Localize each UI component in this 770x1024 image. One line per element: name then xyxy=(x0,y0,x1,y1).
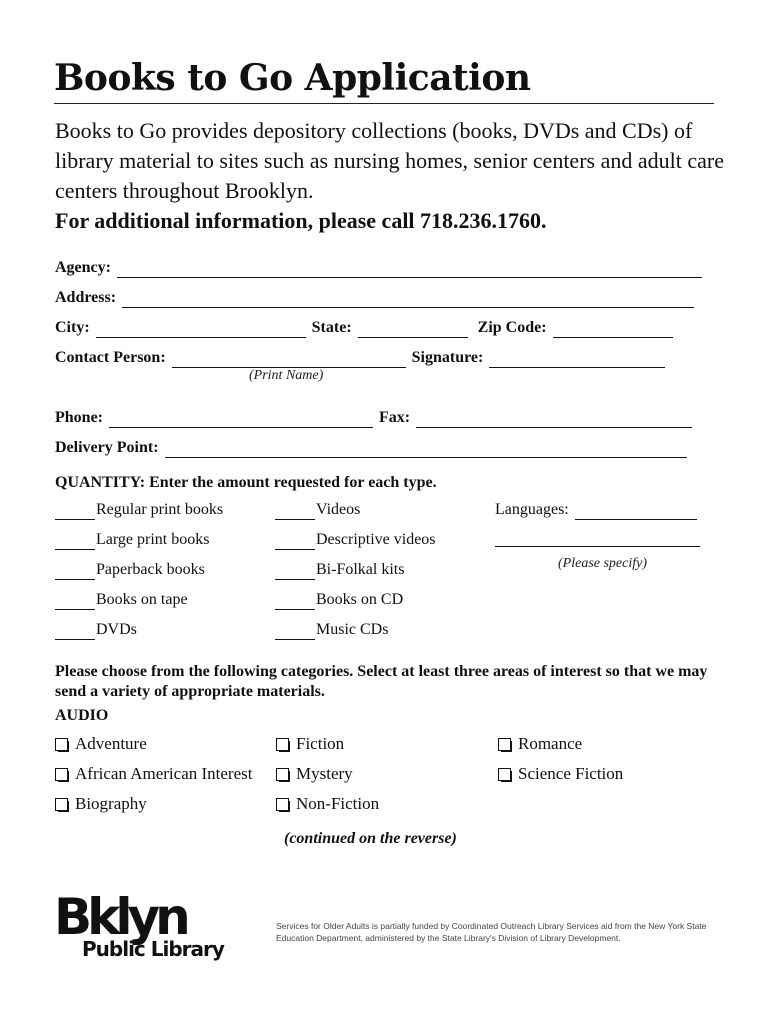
checkbox-icon[interactable] xyxy=(498,768,511,781)
qty-item-label: Videos xyxy=(316,501,361,518)
qty-item xyxy=(55,500,223,520)
checkbox-icon[interactable] xyxy=(498,738,511,751)
category-label: Biography xyxy=(75,794,147,813)
address-row xyxy=(55,284,694,308)
city-field[interactable] xyxy=(96,319,306,338)
qty-entry-line[interactable] xyxy=(55,503,95,520)
qty-item xyxy=(275,590,403,610)
state-label: State: xyxy=(311,319,352,336)
agency-row xyxy=(55,254,702,278)
audio-heading: AUDIO xyxy=(55,707,109,724)
zip-label: Zip Code: xyxy=(477,319,547,336)
delivery-row xyxy=(55,434,687,458)
qty-item-label: Large print books xyxy=(96,531,210,548)
intro-text xyxy=(55,116,735,236)
funding-footnote: Services for Older Adults is partially funded by Coordinated Outreach Library Services aid from the New York State Education Department, administered by the State Library's Division of Library Development. xyxy=(276,921,707,943)
languages-second-line-row xyxy=(495,530,701,547)
city-state-zip-row xyxy=(55,314,673,338)
address-label: Address: xyxy=(55,289,117,306)
checkbox-icon[interactable] xyxy=(276,768,289,781)
qty-item-label: DVDs xyxy=(96,621,137,638)
qty-item xyxy=(55,530,209,550)
qty-item xyxy=(55,620,137,640)
category-label: Romance xyxy=(518,734,583,753)
contact-person-label: Contact Person: xyxy=(55,349,166,366)
phone-field[interactable] xyxy=(109,409,373,428)
fax-label: Fax: xyxy=(379,409,411,426)
intro-paragraph: Books to Go provides depository collections (books, DVDs and CDs) of library material to sites such as nursing homes, senior centers and adult care centers throughout Brooklyn. xyxy=(55,118,724,203)
title-divider xyxy=(54,103,714,104)
agency-field[interactable] xyxy=(117,259,702,278)
checkbox-icon[interactable] xyxy=(276,738,289,751)
qty-entry-line[interactable] xyxy=(275,623,315,640)
category-label: Science Fiction xyxy=(518,764,624,783)
categories-instruction: Please choose from the following categories. Select at least three areas of interest so that we may send a variety of appropriate materials. xyxy=(55,663,708,700)
qty-item xyxy=(55,590,188,610)
logo-wordmark: Bklyn xyxy=(54,888,186,946)
qty-entry-line[interactable] xyxy=(275,533,315,550)
qty-entry-line[interactable] xyxy=(275,563,315,580)
qty-item xyxy=(275,530,436,550)
qty-entry-line[interactable] xyxy=(275,503,315,520)
bklyn-public-library-logo xyxy=(54,888,244,967)
qty-item-label: Descriptive videos xyxy=(316,531,436,548)
category-checkbox[interactable] xyxy=(498,734,582,754)
signature-field[interactable] xyxy=(489,349,665,368)
checkbox-icon[interactable] xyxy=(55,768,68,781)
city-label: City: xyxy=(55,319,90,336)
logo-subtitle: Public Library xyxy=(82,937,224,961)
phone-label: Phone: xyxy=(55,409,103,426)
qty-item xyxy=(275,500,360,520)
delivery-point-label: Delivery Point: xyxy=(55,439,159,456)
contact-person-field[interactable] xyxy=(172,349,406,368)
languages-field[interactable] xyxy=(575,503,697,520)
languages-field-2[interactable] xyxy=(495,530,700,547)
category-label: Non-Fiction xyxy=(296,794,380,813)
qty-item xyxy=(275,620,388,640)
qty-entry-line[interactable] xyxy=(55,623,95,640)
category-label: Mystery xyxy=(296,764,353,783)
category-checkbox[interactable] xyxy=(55,734,147,754)
print-name-hint: (Print Name) xyxy=(249,368,324,383)
category-label: Adventure xyxy=(75,734,147,753)
qty-item-label: Regular print books xyxy=(96,501,224,518)
qty-item-label: Paperback books xyxy=(96,561,205,578)
continued-text: (continued on the reverse) xyxy=(284,830,457,847)
qty-item-label: Books on CD xyxy=(316,591,404,608)
category-label: Fiction xyxy=(296,734,345,753)
page-title: Books to Go Application xyxy=(54,57,531,99)
qty-entry-line[interactable] xyxy=(275,593,315,610)
qty-item xyxy=(275,560,404,580)
phone-fax-row xyxy=(55,404,692,428)
state-field[interactable] xyxy=(358,319,468,338)
languages-label: Languages: xyxy=(495,501,569,518)
agency-label: Agency: xyxy=(55,259,111,276)
qty-item xyxy=(55,560,205,580)
qty-item-label: Bi-Folkal kits xyxy=(316,561,405,578)
category-checkbox[interactable] xyxy=(55,794,147,814)
category-label: African American Interest xyxy=(75,764,253,783)
category-checkbox[interactable] xyxy=(276,794,379,814)
checkbox-icon[interactable] xyxy=(55,738,68,751)
delivery-point-field[interactable] xyxy=(165,439,687,458)
quantity-heading: QUANTITY: Enter the amount requested for each type. xyxy=(55,474,437,491)
checkbox-icon[interactable] xyxy=(276,798,289,811)
contact-phone-note: For additional information, please call 718.236.1760. xyxy=(55,208,547,233)
qty-entry-line[interactable] xyxy=(55,533,95,550)
category-checkbox[interactable] xyxy=(55,764,252,784)
please-specify-hint: (Please specify) xyxy=(558,556,648,571)
category-checkbox[interactable] xyxy=(498,764,623,784)
qty-entry-line[interactable] xyxy=(55,563,95,580)
qty-item-label: Books on tape xyxy=(96,591,188,608)
fax-field[interactable] xyxy=(416,409,692,428)
address-field[interactable] xyxy=(122,289,694,308)
checkbox-icon[interactable] xyxy=(55,798,68,811)
languages-row xyxy=(495,500,698,520)
zip-field[interactable] xyxy=(553,319,673,338)
category-checkbox[interactable] xyxy=(276,764,353,784)
signature-label: Signature: xyxy=(411,349,484,366)
qty-item-label: Music CDs xyxy=(316,621,389,638)
contact-row xyxy=(55,344,665,368)
qty-entry-line[interactable] xyxy=(55,593,95,610)
category-checkbox[interactable] xyxy=(276,734,344,754)
